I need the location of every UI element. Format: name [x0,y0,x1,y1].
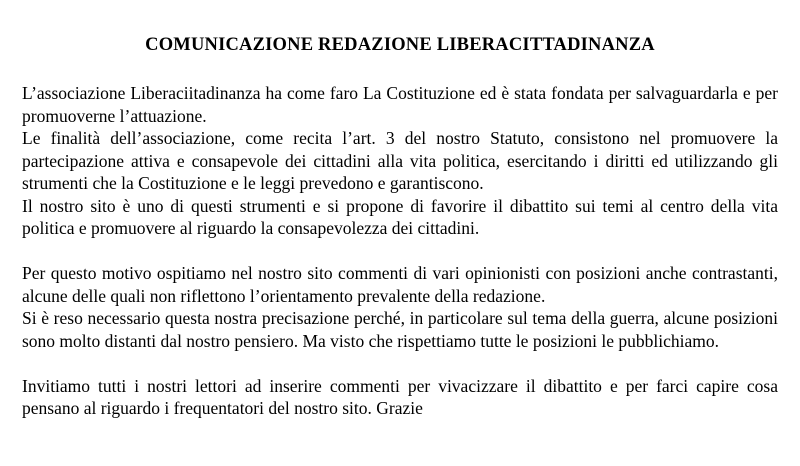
paragraph: Le finalità dell’associazione, come recita l’art. 3 del nostro Statuto, consistono nel promuovere la partecipazione attiva e consapevole dei cittadini alla vita politica, esercitando i diritti ed utilizzando gli strumenti che la Costituzione e le leggi prevedono e garantiscono. [22,128,778,193]
paragraph-block-intro [22,82,778,240]
paragraph: L’associazione Liberaciitadinanza ha come faro La Costituzione ed è stata fondata per salvaguardarla e per promuoverne l’attuazione. [22,83,778,126]
paragraph: Il nostro sito è uno di questi strumenti e si propone di favorire il dibattito sui temi al centro della vita politica e promuovere al riguardo la consapevolezza dei cittadini. [22,195,778,238]
paragraph-block-precisazione [22,262,778,352]
paragraph: Invitiamo tutti i nostri lettori ad inserire commenti per vivacizzare il dibattito e per farci capire cosa pensano al riguardo i frequentatori del nostro sito. Grazie [22,375,778,418]
paragraph: Per questo motivo ospitiamo nel nostro sito commenti di vari opinionisti con posizioni anche contrastanti, alcune delle quali non riflettono l’orientamento prevalente della redazione. [22,263,778,306]
paragraph-block-invito [22,375,778,420]
paragraph: Si è reso necessario questa nostra precisazione perché, in particolare sul tema della guerra, alcune posizioni sono molto distanti dal nostro pensiero. Ma visto che rispettiamo tutte le posizioni le pubblichiamo. [22,308,778,351]
document-title: COMUNICAZIONE REDAZIONE LIBERACITTADINANZA [145,35,655,55]
